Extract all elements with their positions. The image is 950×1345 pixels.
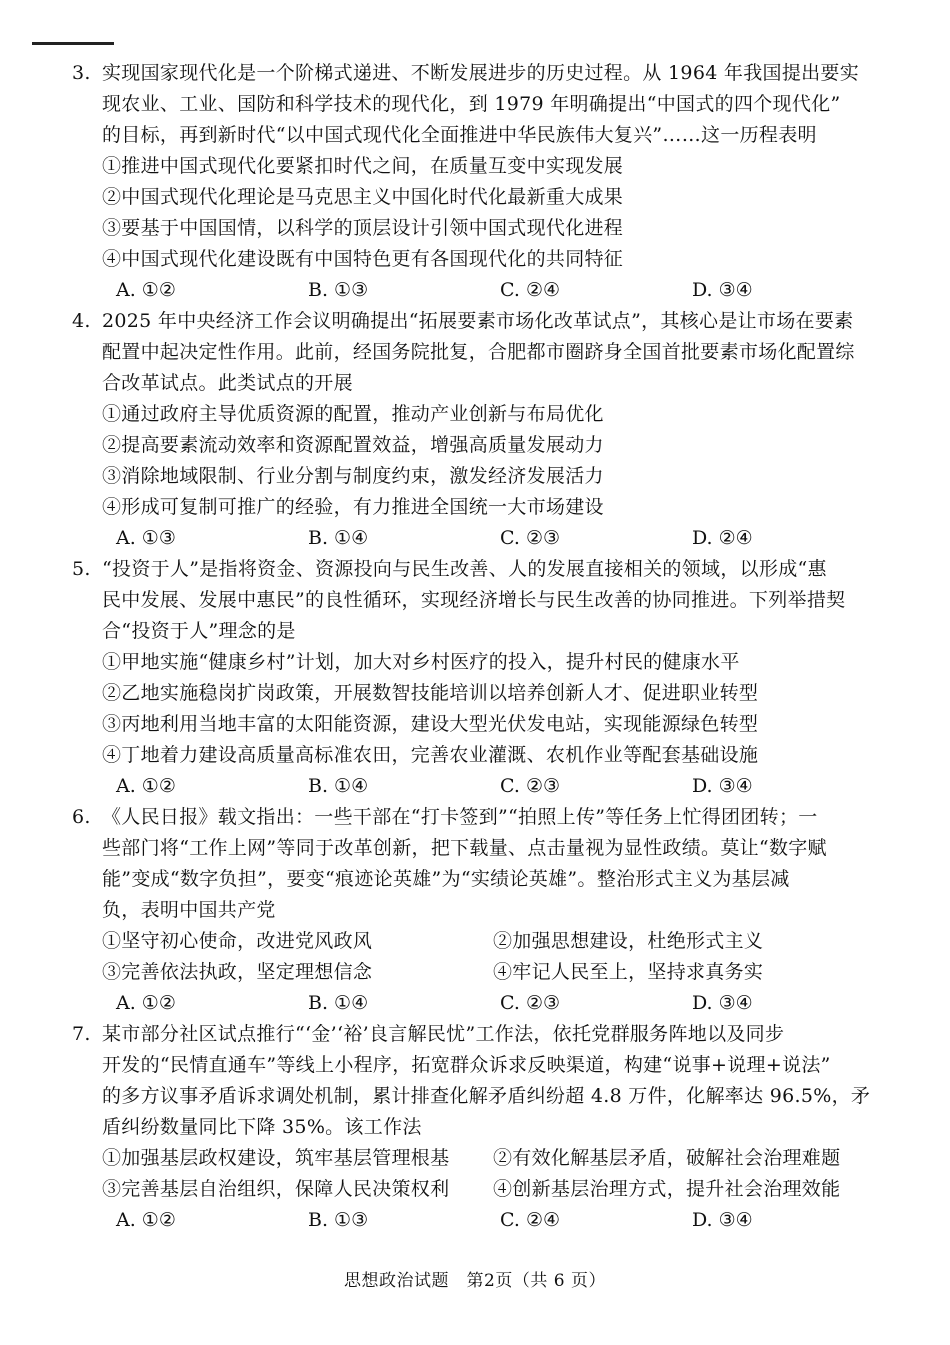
option-a: A. ①② xyxy=(116,279,176,301)
question-number: 3. xyxy=(72,62,91,84)
statement-item: ①坚守初心使命，改进党风政风 xyxy=(102,930,373,952)
statement-item: ④创新基层治理方式，提升社会治理效能 xyxy=(493,1178,841,1200)
option-b: B. ①③ xyxy=(308,1209,369,1231)
option-d: D. ③④ xyxy=(692,775,753,797)
statement-item: ②有效化解基层矛盾，破解社会治理难题 xyxy=(493,1147,841,1169)
question-stem-line: 3. 实现国家现代化是一个阶梯式递进、不断发展进步的历史过程。从 1964 年我国提出要实 xyxy=(102,58,884,89)
option-a: A. ①③ xyxy=(116,527,176,549)
option-a: A. ①② xyxy=(116,992,176,1014)
option-a: A. ①② xyxy=(116,775,176,797)
question-3 xyxy=(0,58,950,306)
question-stem-line: 能”变成“数字负担”，要变“痕迹论英雄”为“实绩论英雄”。整治形式主义为基层减 xyxy=(102,868,790,890)
statement-item: ②乙地实施稳岗扩岗政策，开展数智技能培训以培养创新人才、促进职业转型 xyxy=(102,682,759,704)
question-stem-line: 的多方议事矛盾诉求调处机制，累计排查化解矛盾纠纷超 4.8 万件，化解率达 96.5%，矛 xyxy=(102,1085,871,1107)
statement-item: ②加强思想建设，杜绝形式主义 xyxy=(493,930,764,952)
question-stem-line: 盾纠纷数量同比下降 35%。该工作法 xyxy=(102,1116,422,1138)
statement-row xyxy=(102,957,884,988)
option-c: C. ②④ xyxy=(500,279,561,301)
statement-item: ②提高要素流动效率和资源配置效益，增强高质量发展动力 xyxy=(102,434,604,456)
question-6 xyxy=(0,802,950,1019)
statement-item: ④牢记人民至上，坚持求真务实 xyxy=(493,961,764,983)
question-stem-line: 7. 某市部分社区试点推行“‘金’‘裕’良言解民忧”工作法，依托党群服务阵地以及同步 xyxy=(102,1019,884,1050)
top-edge-mark xyxy=(32,42,114,45)
statement-row xyxy=(102,926,884,957)
answer-options xyxy=(102,988,884,1019)
option-b: B. ①④ xyxy=(308,992,369,1014)
page-footer: 思想政治试题 第2页（共 6 页） xyxy=(344,1271,606,1291)
question-5 xyxy=(0,554,950,802)
question-number: 4. xyxy=(72,310,91,332)
statement-item: ④形成可复制可推广的经验，有力推进全国统一大市场建设 xyxy=(102,496,604,518)
option-c: C. ②④ xyxy=(500,1209,561,1231)
question-stem-line: 5. “投资于人”是指将资金、资源投向与民生改善、人的发展直接相关的领域，以形成“惠 xyxy=(102,554,884,585)
statement-item: ①加强基层政权建设，筑牢基层管理根基 xyxy=(102,1147,450,1169)
option-c: C. ②③ xyxy=(500,527,561,549)
statement-item: ①推进中国式现代化要紧扣时代之间，在质量互变中实现发展 xyxy=(102,155,624,177)
statement-item: ①甲地实施“健康乡村”计划，加大对乡村医疗的投入，提升村民的健康水平 xyxy=(102,651,740,673)
statement-item: ③丙地利用当地丰富的太阳能资源，建设大型光伏发电站，实现能源绿色转型 xyxy=(102,713,759,735)
statement-row xyxy=(102,1143,884,1174)
question-stem-line: 6. 《人民日报》载文指出：一些干部在“打卡签到”“拍照上传”等任务上忙得团团转；一 xyxy=(102,802,884,833)
statement-item: ④中国式现代化建设既有中国特色更有各国现代化的共同特征 xyxy=(102,248,624,270)
answer-options xyxy=(102,275,884,306)
answer-options xyxy=(102,523,884,554)
option-d: D. ③④ xyxy=(692,279,753,301)
answer-options xyxy=(102,1205,884,1236)
question-stem-line: 些部门将“工作上网”等同于改革创新，把下载量、点击量视为显性政绩。莫让“数字赋 xyxy=(102,837,827,859)
statement-row xyxy=(102,1174,884,1205)
statement-item: ②中国式现代化理论是马克思主义中国化时代化最新重大成果 xyxy=(102,186,624,208)
option-c: C. ②③ xyxy=(500,992,561,1014)
question-stem-line: 配置中起决定性作用。此前，经国务院批复，合肥都市圈跻身全国首批要素市场化配置综 xyxy=(102,341,855,363)
question-stem-line: 负，表明中国共产党 xyxy=(102,899,276,921)
question-stem-line: 开发的“民情直通车”等线上小程序，拓宽群众诉求反映渠道，构建“说事+说理+说法” xyxy=(102,1054,831,1076)
option-d: D. ③④ xyxy=(692,992,753,1014)
question-stem-line: 合改革试点。此类试点的开展 xyxy=(102,372,353,394)
statement-item: ③完善依法执政，坚定理想信念 xyxy=(102,961,373,983)
option-b: B. ①④ xyxy=(308,775,369,797)
question-stem-line: 的目标，再到新时代“以中国式现代化全面推进中华民族伟大复兴”……这一历程表明 xyxy=(102,124,817,146)
question-stem-line: 民中发展、发展中惠民”的良性循环，实现经济增长与民生改善的协同推进。下列举措契 xyxy=(102,589,846,611)
question-4 xyxy=(0,306,950,554)
statement-item: ①通过政府主导优质资源的配置，推动产业创新与布局优化 xyxy=(102,403,604,425)
statement-item: ③消除地域限制、行业分割与制度约束，激发经济发展活力 xyxy=(102,465,604,487)
option-c: C. ②③ xyxy=(500,775,561,797)
question-stem-line: 现农业、工业、国防和科学技术的现代化，到 1979 年明确提出“中国式的四个现代化” xyxy=(102,93,841,115)
question-number: 5. xyxy=(72,558,91,580)
statement-item: ④丁地着力建设高质量高标准农田，完善农业灌溉、农机作业等配套基础设施 xyxy=(102,744,759,766)
option-a: A. ①② xyxy=(116,1209,176,1231)
question-stem-line: 合“投资于人”理念的是 xyxy=(102,620,296,642)
option-d: D. ③④ xyxy=(692,1209,753,1231)
answer-options xyxy=(102,771,884,802)
option-b: B. ①③ xyxy=(308,279,369,301)
statement-item: ③完善基层自治组织，保障人民决策权利 xyxy=(102,1178,450,1200)
question-7 xyxy=(0,1019,950,1236)
option-d: D. ②④ xyxy=(692,527,753,549)
question-number: 7. xyxy=(72,1023,91,1045)
question-number: 6. xyxy=(72,806,91,828)
statement-item: ③要基于中国国情，以科学的顶层设计引领中国式现代化进程 xyxy=(102,217,624,239)
question-stem-line: 4. 2025 年中央经济工作会议明确提出“拓展要素市场化改革试点”，其核心是让市场在要素 xyxy=(102,306,884,337)
option-b: B. ①④ xyxy=(308,527,369,549)
question-page xyxy=(0,58,950,1236)
